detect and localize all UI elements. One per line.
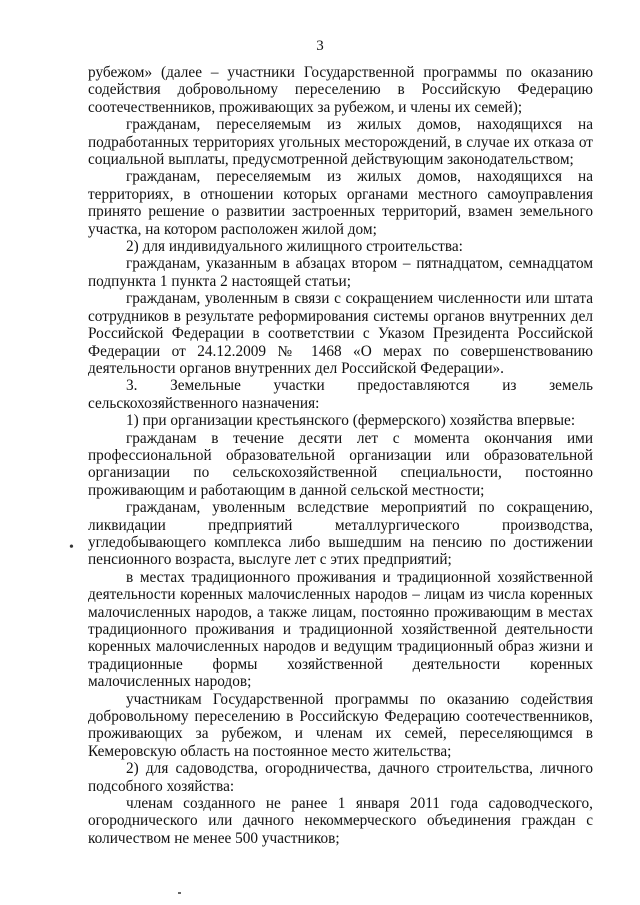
paragraph-1: рубежом» (далее – участники Государственной программы по оказанию содействия добровольному переселению в Российскую Федерацию соотечественников, проживающих за рубежом, и члены их семей); — [88, 64, 593, 116]
paragraph-10: гражданам, уволенным вследствие мероприятий по сокращению, ликвидации предприятий металлургического производства, угледобывающего комплекса либо вышедшим на пенсию по достижении пенсионного возраста, выслуге лет с этих предприятий; — [88, 499, 593, 569]
paragraph-13: 2) для садоводства, огородничества, дачного строительства, личного подсобного хозяйства: — [88, 760, 593, 795]
paragraph-4: 2) для индивидуального жилищного строительства: — [126, 238, 463, 256]
paragraph-5: гражданам, указанным в абзацах втором – пятнадцатом, семнадцатом подпункта 1 пункта 2 настоящей статьи; — [88, 255, 593, 290]
paragraph-9: гражданам в течение десяти лет с момента окончания ими профессиональной образовательной организации или образовательной организации по сельскохозяйственной специальности, постоянно проживающим и работающим в данной сельской местности; — [88, 429, 593, 499]
paragraph-11: в местах традиционного проживания и традиционной хозяйственной деятельности коренных малочисленных народов – лицам из числа коренных малочисленных народов, а также лицам, постоянно проживающим в местах традиционного проживания и традиционной хозяйственной деятельности коренных малочисленных народов и ведущим традиционный образ жизни и традиционные формы хозяйственной деятельности коренных малочисленных народов; — [88, 568, 593, 691]
document-body — [88, 64, 593, 847]
margin-dot: • — [69, 540, 74, 555]
paragraph-8: 1) при организации крестьянского (фермерского) хозяйства впервые: — [126, 412, 576, 430]
paragraph-14: членам созданного не ранее 1 января 2011 года садоводческого, огороднического или дачного некоммерческого объединения граждан с количеством не менее 500 участников; — [88, 795, 593, 847]
paragraph-12: участникам Государственной программы по оказанию содействия добровольному переселению в Российскую Федерацию соотечественников, проживающих за рубежом, и членам их семей, переселяющимся в Кемеровскую область на постоянное место жительства; — [88, 690, 593, 760]
paragraph-3: гражданам, переселяемым из жилых домов, находящихся на территориях, в отношении которых органами местного самоуправления принято решение о развитии застроенных территорий, взамен земельного участка, на котором расположен жилой дом; — [88, 168, 593, 238]
paragraph-2: гражданам, переселяемым из жилых домов, находящихся на подработанных территориях угольных месторождений, в случае их отказа от социальной выплаты, предусмотренной действующим законодательством; — [88, 116, 593, 169]
paragraph-7: 3. Земельные участки предоставляются из земель сельскохозяйственного назначения: — [88, 377, 593, 412]
page-number: 3 — [316, 38, 324, 54]
paragraph-6: гражданам, уволенным в связи с сокращением численности или штата сотрудников в результате реформирования системы органов внутренних дел Российской Федерации в соответствии с Указом Президента Российской Федерации от 24.12.2009 № 1468 «О мерах по совершенствованию деятельности органов внутренних дел Российской Федерации». — [88, 290, 593, 377]
scan-speck — [178, 892, 181, 894]
